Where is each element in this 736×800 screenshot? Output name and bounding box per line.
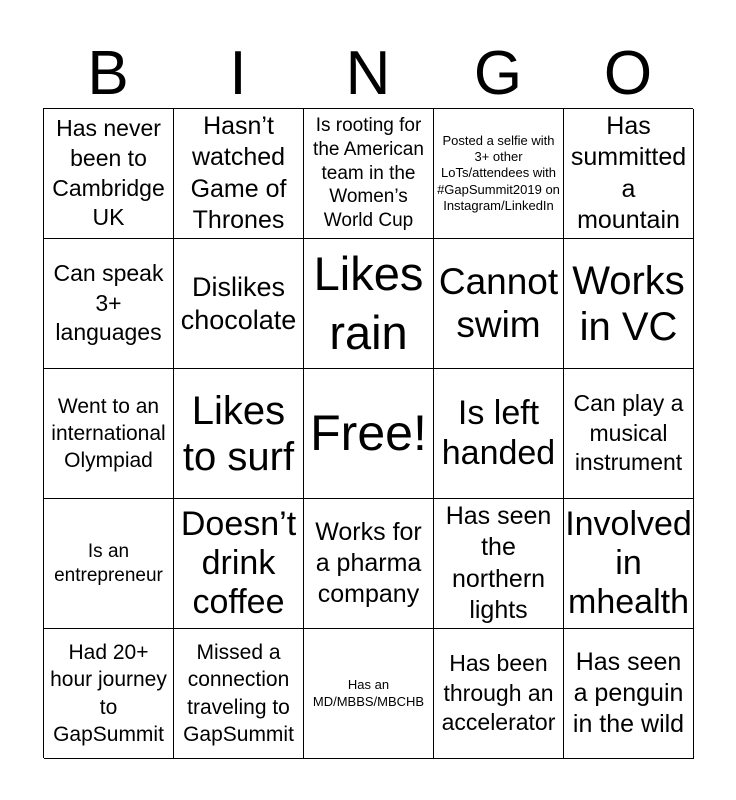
- header-letter-g: G: [473, 39, 523, 108]
- bingo-cell-r3-c4[interactable]: [564, 499, 694, 629]
- header-letter-b: B: [87, 39, 129, 108]
- bingo-cell-r0-c4[interactable]: [564, 109, 694, 239]
- cell-text: Dislikes chocolate: [180, 272, 297, 335]
- bingo-cell-r1-c4[interactable]: [564, 239, 694, 369]
- cell-text: Works in VC: [572, 258, 685, 349]
- cell-text: Has been through an accelerator: [441, 649, 556, 736]
- cell-text: Missed a connection traveling to GapSummit: [183, 640, 294, 746]
- cell-text: Free!: [310, 405, 427, 461]
- bingo-cell-r4-c0[interactable]: [44, 629, 174, 759]
- bingo-cell-r2-c4[interactable]: [564, 369, 694, 499]
- bingo-cell-r1-c1[interactable]: [174, 239, 304, 369]
- cell-text: Has seen a penguin in the wild: [572, 647, 685, 739]
- bingo-cell-r1-c2[interactable]: [304, 239, 434, 369]
- bingo-cell-r2-c3[interactable]: [434, 369, 564, 499]
- bingo-cell-r0-c2[interactable]: [304, 109, 434, 239]
- cell-text: Has seen the northern lights: [445, 502, 552, 624]
- cell-text: Hasn’t watched Game of Thrones: [190, 112, 287, 234]
- bingo-board: [43, 108, 693, 758]
- bingo-cell-r4-c2[interactable]: [304, 629, 434, 759]
- cell-text: Posted a selfie with 3+ other LoTs/attendees with #GapSummit2019 on Instagram/LinkedIn: [437, 132, 560, 213]
- bingo-cell-r0-c3[interactable]: [434, 109, 564, 239]
- bingo-cell-r2-c1[interactable]: [174, 369, 304, 499]
- bingo-cell-r4-c1[interactable]: [174, 629, 304, 759]
- bingo-cell-r3-c0[interactable]: [44, 499, 174, 629]
- bingo-cell-r4-c3[interactable]: [434, 629, 564, 759]
- cell-text: Went to an international Olympiad: [51, 394, 166, 473]
- cell-text: Has never been to Cambridge UK: [52, 114, 165, 231]
- bingo-cell-r0-c1[interactable]: [174, 109, 304, 239]
- cell-text: Doesn’t drink coffee: [180, 504, 297, 622]
- header-letter-i: I: [229, 39, 247, 108]
- bingo-cell-r0-c0[interactable]: [44, 109, 174, 239]
- cell-text: Likes rain: [313, 246, 424, 359]
- header-letter-n: N: [345, 39, 391, 108]
- bingo-cell-r2-c2-free[interactable]: [304, 369, 434, 499]
- bingo-cell-r3-c2[interactable]: [304, 499, 434, 629]
- cell-text: Is an entrepreneur: [54, 540, 163, 586]
- bingo-cell-r1-c3[interactable]: [434, 239, 564, 369]
- header-letter-o: O: [603, 39, 653, 108]
- cell-text: Can play a musical instrument: [573, 389, 684, 476]
- cell-text: Likes to surf: [182, 388, 295, 479]
- cell-text: Works for a pharma company: [315, 517, 422, 609]
- cell-text: Is rooting for the American team in the Women’s World Cup: [313, 115, 424, 232]
- cell-text: Has summitted a mountain: [570, 112, 687, 234]
- cell-text: Cannot swim: [438, 260, 559, 345]
- bingo-cell-r1-c0[interactable]: [44, 239, 174, 369]
- cell-text: Has an MD/MBBS/MBCHB: [312, 677, 425, 709]
- cell-text: Had 20+ hour journey to GapSummit: [50, 640, 167, 746]
- bingo-cell-r3-c1[interactable]: [174, 499, 304, 629]
- bingo-header: [43, 40, 693, 108]
- cell-text: Can speak 3+ languages: [53, 259, 164, 346]
- bingo-cell-r2-c0[interactable]: [44, 369, 174, 499]
- bingo-cell-r4-c4[interactable]: [564, 629, 694, 759]
- bingo-cell-r3-c3[interactable]: [434, 499, 564, 629]
- cell-text: Involved in mhealth: [565, 504, 692, 622]
- cell-text: Is left handed: [441, 394, 556, 472]
